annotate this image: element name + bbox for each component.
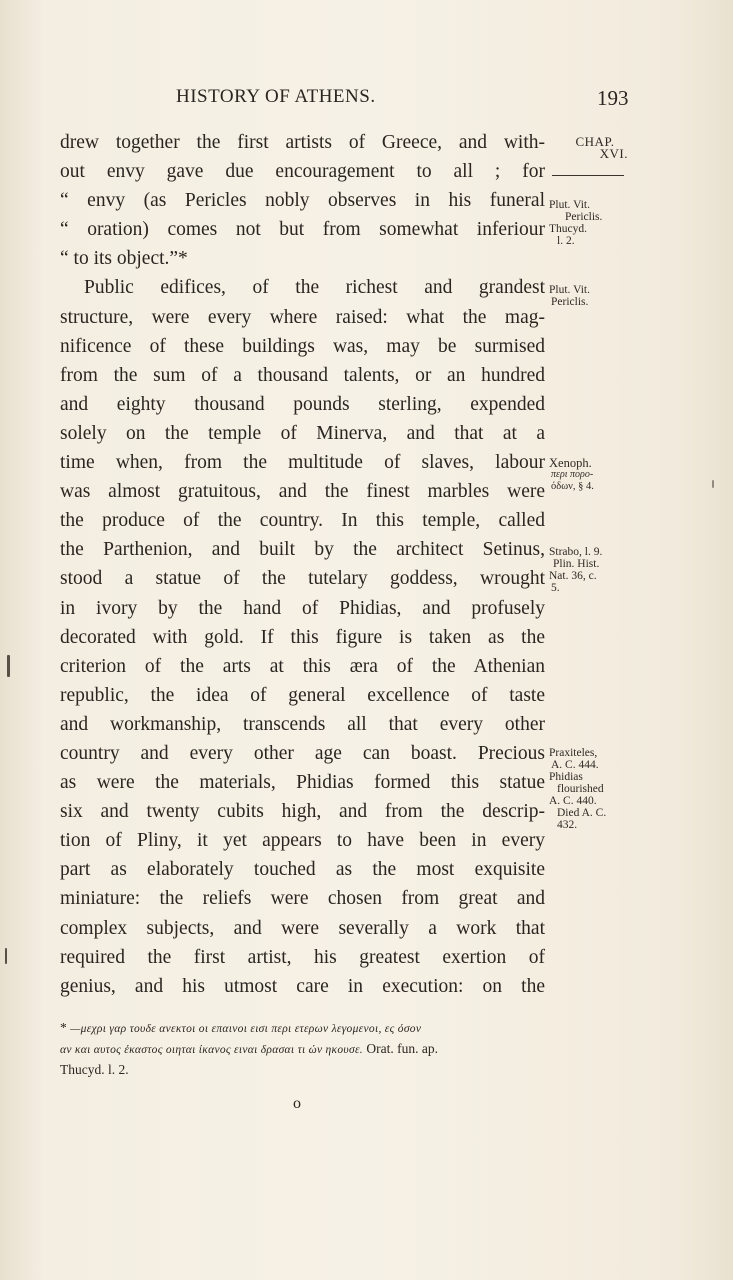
text-line: country and every other age can boast. Precious — [60, 742, 545, 764]
text-line: “ oration) comes not but from somewhat inferiour — [60, 219, 545, 241]
margin-note-line: Plut. Vit. — [549, 284, 590, 296]
footnote — [60, 1018, 550, 1080]
footnote-greek-text: αν και αυτος έκαστος οιηται ίκανος ειναι δρασαι τι ών ηκουσε. — [60, 1044, 363, 1056]
margin-chap-label: CHAP. — [575, 134, 615, 149]
margin-note-line: Nat. 36, c. — [549, 570, 597, 582]
margin-note-line: A. C. 440. — [549, 795, 597, 807]
margin-note-line: Periclis. — [551, 296, 589, 308]
margin-note-line: A. C. 444. — [551, 759, 599, 771]
body-text — [60, 128, 545, 1001]
margin-note-line: Phidias — [549, 771, 583, 783]
margin-speck — [7, 655, 10, 677]
text-line: decorated with gold. If this figure is taken as the — [60, 626, 545, 648]
printer-signature: o — [293, 1095, 301, 1112]
text-line: solely on the temple of Minerva, and that at a — [60, 422, 545, 444]
text-line: “ envy (as Pericles nobly observes in his funeral — [60, 190, 545, 212]
footnote-line-3: Thucyd. l. 2. — [60, 1062, 129, 1077]
margin-note-strabo-pliny — [549, 546, 629, 594]
margin-speck — [712, 480, 714, 488]
text-line: was almost gratuitous, and the finest marbles were — [60, 481, 545, 503]
text-line: nificence of these buildings was, may be surmised — [60, 335, 545, 357]
margin-chap-number: XVI. — [599, 146, 628, 161]
text-line: and workmanship, transcends all that every other — [60, 713, 545, 735]
page-number: 193 — [597, 86, 629, 110]
footnote-citation: Orat. fun. ap. — [366, 1041, 438, 1056]
text-line: miniature: the reliefs were chosen from great and — [60, 888, 545, 910]
text-line: tion of Pliny, it yet appears to have been in every — [60, 830, 545, 852]
text-line: republic, the idea of general excellence of taste — [60, 684, 545, 706]
text-line: from the sum of a thousand talents, or an hundred — [60, 364, 545, 386]
text-line: as were the materials, Phidias formed this statue — [60, 772, 545, 794]
margin-note-plutarch — [549, 284, 629, 308]
text-line: in ivory by the hand of Phidias, and profusely — [60, 597, 545, 619]
text-line: genius, and his utmost care in execution: on the — [60, 975, 545, 997]
footnote-line-1 — [60, 1018, 550, 1039]
margin-speck — [5, 948, 7, 964]
footnote-marker: * — [60, 1020, 67, 1035]
margin-note-line: 432. — [557, 819, 578, 831]
margin-note-line: 5. — [551, 582, 560, 594]
margin-note-line: Praxiteles, — [549, 747, 598, 759]
text-line: structure, were every where raised: what the mag- — [60, 306, 545, 328]
footnote-line-2 — [60, 1039, 550, 1060]
margin-note-line: Thucyd. — [549, 223, 588, 235]
running-header-title: HISTORY OF ATHENS. — [176, 86, 376, 107]
margin-note-line: l. 2. — [557, 235, 575, 247]
text-line: the produce of the country. In this temple, called — [60, 510, 545, 532]
text-line: “ to its object.”* — [60, 248, 188, 270]
margin-note-line: Periclis. — [565, 211, 603, 223]
margin-note-line: περι πορο- — [551, 469, 594, 480]
text-line: part as elaborately touched as the most exquisite — [60, 859, 545, 881]
margin-note-line: Plin. Hist. — [553, 558, 600, 570]
text-line: stood a statue of the tutelary goddess, wrought — [60, 568, 545, 590]
text-line: six and twenty cubits high, and from the descrip- — [60, 801, 545, 823]
text-line: required the first artist, his greatest exertion of — [60, 946, 545, 968]
text-line: Public edifices, of the richest and grandest — [84, 277, 545, 299]
margin-note-line: flourished — [557, 783, 604, 795]
text-line: complex subjects, and were severally a work that — [60, 917, 545, 939]
margin-note-line: Died A. C. — [557, 807, 607, 819]
margin-chap-rule — [552, 175, 624, 176]
text-line: out envy gave due encouragement to all ; for — [60, 161, 545, 183]
margin-note-line: Plut. Vit. — [549, 199, 590, 211]
text-line: time when, from the multitude of slaves, labour — [60, 452, 545, 474]
margin-note-plutarch-thucydides — [549, 199, 629, 247]
text-line: and eighty thousand pounds sterling, expended — [60, 393, 545, 415]
margin-note-line: όδων, § 4. — [551, 481, 594, 492]
footnote-greek-text: —μεχρι γαρ τουδε ανεκτοι οι επαινοι εισι περι ετερων λεγομενοι, ες όσον — [70, 1023, 422, 1035]
text-line: criterion of the arts at this æra of the Athenian — [60, 655, 545, 677]
margin-note-line: Strabo, l. 9. — [549, 546, 603, 558]
margin-chapter — [560, 136, 630, 160]
text-line: the Parthenion, and built by the architect Setinus, — [60, 539, 545, 561]
margin-note-praxiteles-phidias — [549, 747, 629, 831]
margin-note-line: Xenoph. — [549, 456, 592, 470]
margin-note-xenophon — [549, 457, 629, 493]
text-line: drew together the first artists of Greece, and with- — [60, 132, 545, 153]
